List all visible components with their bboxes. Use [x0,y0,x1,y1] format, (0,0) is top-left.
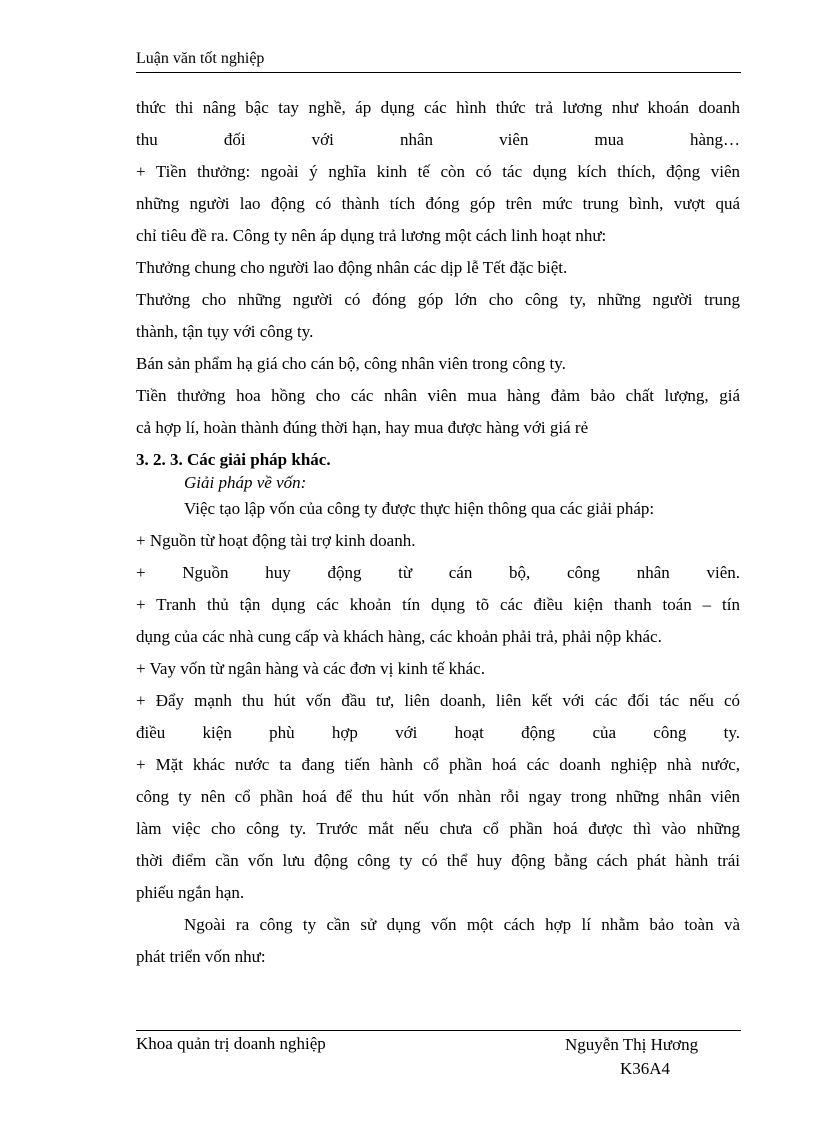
paragraph-line: làm việc cho công ty. Trước mắt nếu chưa cổ phần hoá được thì vào những [136,819,740,838]
paragraph-line: thu đối với nhân viên mua hàng… [136,130,740,149]
paragraph-line: + Tranh thủ tận dụng các khoản tín dụng tõ các điều kiện thanh toán – tín [136,595,740,614]
paragraph-line: + Nguồn huy động từ cán bộ, công nhân viên. [136,563,740,582]
paragraph-line: những người lao động có thành tích đóng góp trên mức trung bình, vượt quá [136,194,740,213]
paragraph-line: thời điểm cần vốn lưu động công ty có thể huy động bằng cách phát hành trái [136,851,740,870]
footer-author: Nguyễn Thị Hương [565,1035,699,1054]
running-header: Luận văn tốt nghiệp [136,48,741,73]
paragraph-line: phát triển vốn như: [136,947,266,966]
footer-faculty: Khoa quản trị doanh nghiệp [136,1034,326,1053]
paragraph-line: Thưởng cho những người có đóng góp lớn cho công ty, những người trung [136,290,740,309]
paragraph-line: Bán sản phẩm hạ giá cho cán bộ, công nhân viên trong công ty. [136,354,566,373]
paragraph-line: thức thi nâng bậc tay nghề, áp dụng các hình thức trả lương như khoán doanh [136,98,740,117]
paragraph-line: phiếu ngắn hạn. [136,883,245,902]
paragraph-line: + Nguồn từ hoạt động tài trợ kinh doanh. [136,531,416,550]
subsection-heading: Giải pháp về vốn: [184,473,307,492]
paragraph-line: điều kiện phù hợp với hoạt động của công ty. [136,723,740,742]
footer-rule [136,1030,741,1031]
paragraph-line: + Vay vốn từ ngân hàng và các đơn vị kinh tế khác. [136,659,485,678]
body-text [136,96,740,977]
section-heading: 3. 2. 3. Các giải pháp khác. [136,450,331,469]
paragraph-line: cả hợp lí, hoàn thành đúng thời hạn, hay mua được hàng với giá rẻ [136,418,589,437]
paragraph-line: công ty nên cổ phần hoá để thu hút vốn nhàn rỗi ngay trong những nhân viên [136,787,740,806]
paragraph-line: + Tiền thưởng: ngoài ý nghĩa kinh tế còn có tác dụng kích thích, động viên [136,162,740,181]
paragraph-line: Việc tạo lập vốn của công ty được thực hiện thông qua các giải pháp: [184,499,655,518]
footer-class: K36A4 [620,1059,671,1078]
paragraph-line: chỉ tiêu đề ra. Công ty nên áp dụng trả lương một cách linh hoạt như: [136,226,607,245]
footer-author-block [565,1033,725,1081]
paragraph-line: thành, tận tụy với công ty. [136,322,314,341]
paragraph-line: dụng của các nhà cung cấp và khách hàng, các khoản phải trả, phải nộp khác. [136,627,662,646]
paragraph-line: + Mặt khác nước ta đang tiến hành cổ phần hoá các doanh nghiệp nhà nước, [136,755,740,774]
paragraph-line: Tiền thưởng hoa hồng cho các nhân viên mua hàng đảm bảo chất lượng, giá [136,386,740,405]
paragraph-line: + Đẩy mạnh thu hút vốn đầu tư, liên doanh, liên kết với các đối tác nếu có [136,691,740,710]
paragraph-line: Ngoài ra công ty cần sử dụng vốn một cách hợp lí nhằm bảo toàn và [184,915,740,934]
paragraph-line: Thưởng chung cho người lao động nhân các dịp lễ Tết đặc biệt. [136,258,568,277]
